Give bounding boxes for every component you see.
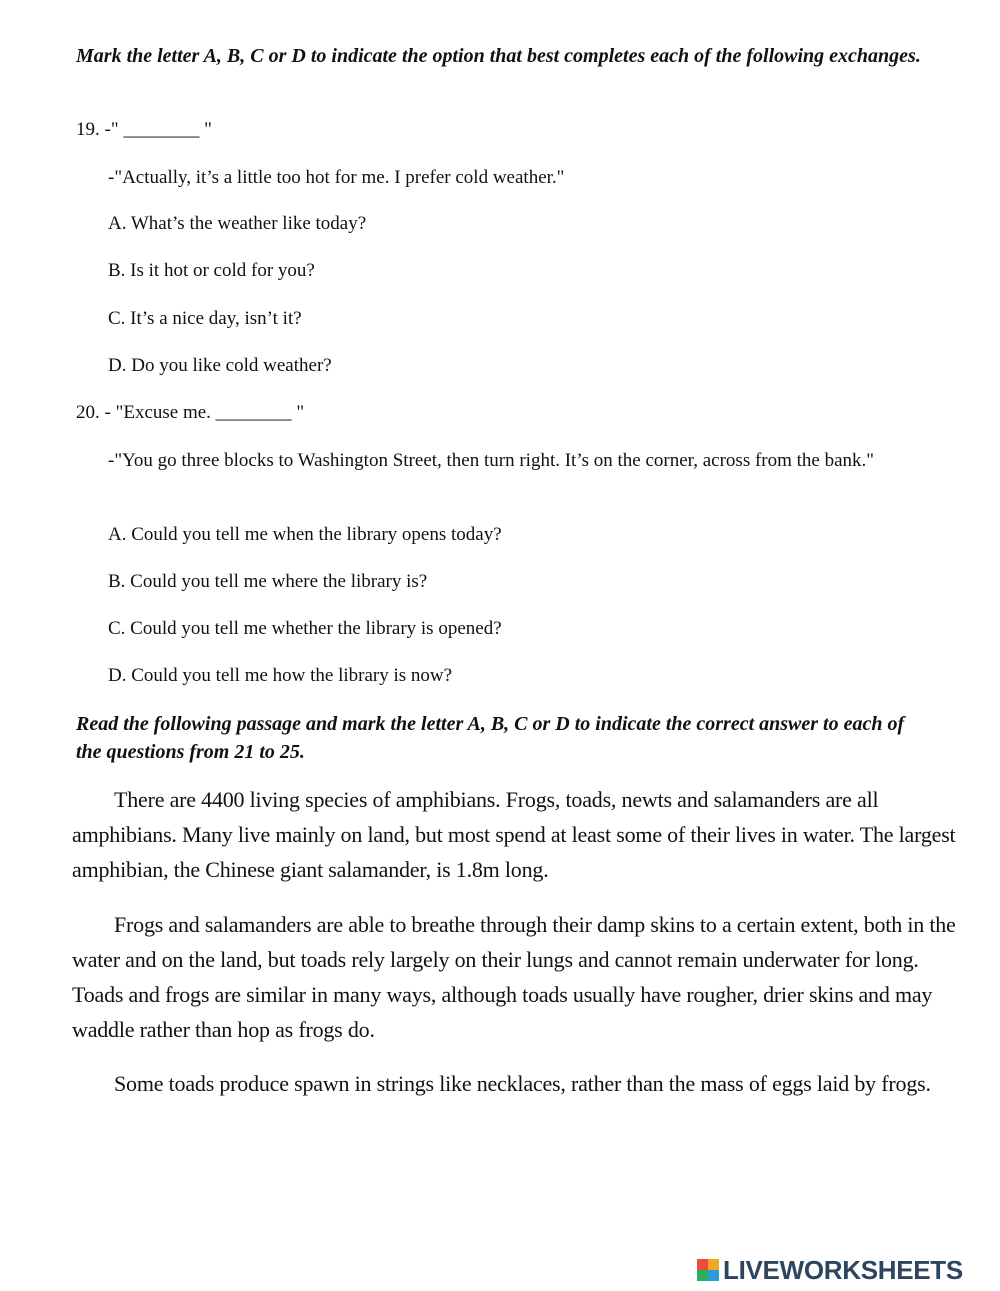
question-19-option-c: C. It’s a nice day, isn’t it? [108, 308, 302, 329]
passage-paragraph-1: There are 4400 living species of amphibians. Frogs, toads, newts and salamanders are all amphibians. Many live mainly on land, but most spend at least some of their lives in water. The largest amphibian, the Chinese giant salamander, is 1.8m long. [72, 787, 956, 882]
question-20-option-d: D. Could you tell me how the library is now? [108, 665, 453, 686]
liveworksheets-brand-text: LIVEWORKSHEETS [723, 1254, 963, 1285]
question-20-option-a: A. Could you tell me when the library opens today? [108, 524, 502, 545]
question-20-option-c: C. Could you tell me whether the library is opened? [108, 618, 502, 639]
question-20-reply: -"You go three blocks to Washington Street, then turn right. It’s on the corner, across from the bank." [108, 450, 875, 471]
section-instruction-passage: Read the following passage and mark the letter A, B, C or D to indicate the correct answer to each of the questions from 21 to 25. [76, 713, 905, 763]
question-19-option-a: A. What’s the weather like today? [108, 213, 367, 234]
liveworksheets-logo-icon [697, 1259, 719, 1281]
passage-paragraph-2: Frogs and salamanders are able to breathe through their damp skins to a certain extent, both in the water and on the land, but toads rely largely on their lungs and cannot remain underwater for long. Toads and frogs are similar in many ways, although toads usually have rougher, drier skins and may waddle rather than hop as frogs do. [72, 912, 956, 1042]
question-19-option-b: B. Is it hot or cold for you? [108, 260, 315, 281]
question-20-stem: 20. - "Excuse me. ________ " [76, 402, 305, 423]
question-19-option-d: D. Do you like cold weather? [108, 355, 332, 376]
passage-paragraph-3: Some toads produce spawn in strings like necklaces, rather than the mass of eggs laid by frogs. [114, 1071, 931, 1096]
question-20-option-b: B. Could you tell me where the library is? [108, 571, 428, 592]
question-19-stem: 19. -" ________ " [76, 119, 212, 140]
liveworksheets-brand [697, 1255, 963, 1285]
question-19-reply: -"Actually, it’s a little too hot for me. I prefer cold weather." [108, 167, 565, 188]
section-instruction-exchanges: Mark the letter A, B, C or D to indicate the option that best completes each of the following exchanges. [76, 45, 921, 67]
